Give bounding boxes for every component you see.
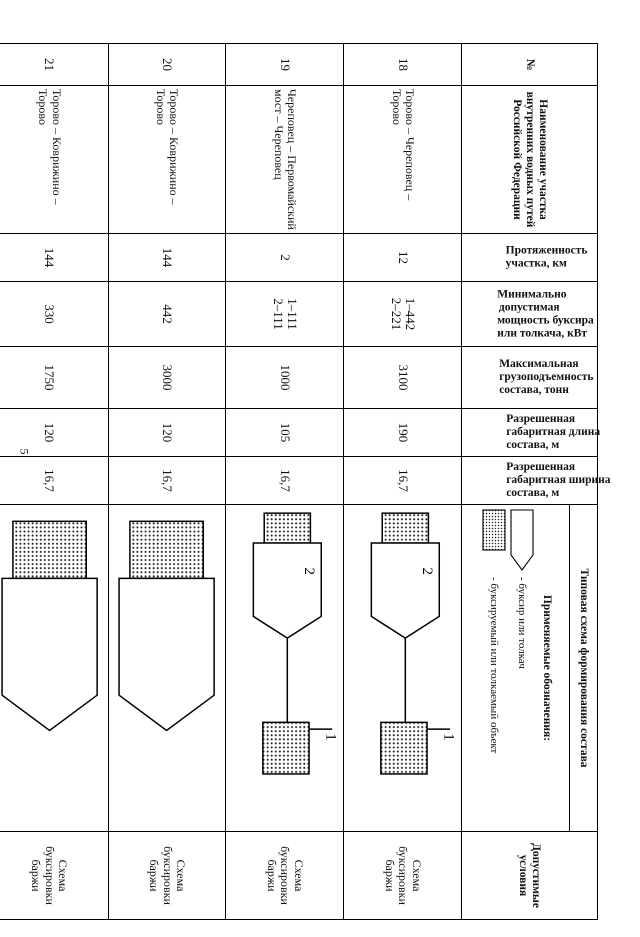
barge-icon (130, 521, 203, 578)
header-section: Наименование участка внутренних водных путей Российской Федерации (462, 86, 598, 234)
cell-load (344, 347, 462, 409)
cell-line: 2–111 (270, 298, 286, 330)
cell-line: 3100 (395, 364, 411, 391)
barge-icon (12, 521, 85, 578)
barge-icon (382, 513, 428, 543)
cell-section: Торово – Коврижино – Торово (0, 86, 108, 234)
table-row (0, 44, 108, 920)
scheme-drawing (109, 505, 226, 831)
header-power (462, 282, 598, 347)
cell-condition: Схема буксировки баржи (0, 832, 108, 920)
cell-num: 19 (226, 44, 344, 86)
cell-section: Торово – Череповец – Торово (344, 86, 462, 234)
header-row-1 (570, 44, 598, 920)
table-row (108, 44, 226, 920)
cell-condition: Схема буксировки баржи (226, 832, 344, 920)
legend-tug-row (510, 509, 534, 827)
cell-dimlen: 190 (344, 409, 462, 457)
cell-condition: Схема буксировки баржи (108, 832, 226, 920)
legend-tug-label: - буксир или толкач (516, 577, 529, 669)
legend-towed-label: - буксируемый или толкаемый объект (488, 577, 501, 754)
scheme-label-1: 1 (440, 733, 457, 741)
towed-object-symbol-icon (482, 509, 506, 571)
cell-line: 442 (160, 304, 176, 324)
header-load (462, 347, 598, 409)
tug-icon (119, 578, 214, 730)
header-scheme: Типовая схема формирования состава (570, 505, 598, 832)
legend (462, 505, 570, 832)
header-length-text: Протяженность участка, км (506, 244, 588, 270)
scheme-label-2: 2 (301, 567, 318, 575)
cell-num: 20 (108, 44, 226, 86)
cell-num: 21 (0, 44, 108, 86)
cell-scheme (226, 505, 344, 832)
scheme-label-1: 1 (322, 733, 339, 741)
rotated-table-container (29, 43, 611, 908)
scheme-drawing (344, 505, 461, 831)
header-dimwid-text: Разрешенная габаритная ширина состава, м (506, 461, 611, 499)
cell-load (108, 347, 226, 409)
cell-length: 12 (344, 234, 462, 282)
barge-icon (381, 722, 427, 774)
cell-length: 144 (108, 234, 226, 282)
cell-line: 1–442 (403, 297, 419, 331)
cell-section: Торово – Коврижино – Торово (108, 86, 226, 234)
cell-dimwid: 16,7 (108, 457, 226, 505)
cell-dimlen: 105 (226, 409, 344, 457)
cell-condition: Схема буксировки баржи (344, 832, 462, 920)
cell-dimwid: 16,7 (0, 457, 108, 505)
cell-dimwid: 16,7 (226, 457, 344, 505)
cell-dimlen: 120 (0, 409, 108, 457)
tug-symbol-icon (510, 509, 534, 571)
cell-power (108, 282, 226, 347)
cell-section: Череповец – Первомайский мост – Череповец (226, 86, 344, 234)
header-conditions: Допустимые условия (462, 832, 598, 920)
barge-icon (264, 513, 310, 543)
table-row (344, 44, 462, 920)
page-number: 5 (17, 448, 32, 455)
header-load-text: Максимальная грузоподъемность состава, тонн (499, 358, 594, 396)
header-num: № (462, 44, 598, 86)
cell-power (0, 282, 108, 347)
header-dimlen (462, 409, 598, 457)
header-length (462, 234, 598, 282)
tug-icon (254, 543, 322, 638)
cell-load (0, 347, 108, 409)
cell-length: 144 (0, 234, 108, 282)
cell-length: 2 (226, 234, 344, 282)
cell-load (226, 347, 344, 409)
cell-line: 3000 (160, 364, 176, 391)
cell-scheme (344, 505, 462, 832)
cell-line: 1–111 (285, 298, 301, 330)
cell-num: 18 (344, 44, 462, 86)
legend-title: Применяемые обозначения: (540, 594, 553, 742)
cell-line: 1000 (278, 364, 294, 391)
barge-icon (263, 722, 309, 774)
scheme-drawing (0, 505, 108, 831)
cell-dimlen: 120 (108, 409, 226, 457)
cell-power (344, 282, 462, 347)
tug-icon (2, 578, 97, 730)
tug-icon (371, 543, 439, 638)
header-power-text: Минимально допустимая мощность буксира или толкача, кВт (497, 288, 595, 339)
cell-dimwid: 16,7 (344, 457, 462, 505)
header-dimwid (462, 457, 611, 505)
scheme-label-2: 2 (418, 567, 435, 575)
header-dimlen-text: Разрешенная габаритная длина состава, м (506, 413, 600, 451)
cell-power (226, 282, 344, 347)
table-row (226, 44, 344, 920)
scheme-drawing (226, 505, 343, 831)
cell-scheme (0, 505, 108, 832)
cell-line: 330 (42, 304, 58, 324)
legend-towed-row (482, 509, 506, 827)
cell-scheme (108, 505, 226, 832)
cell-line: 1750 (42, 364, 58, 391)
cell-line: 2–221 (388, 297, 404, 331)
permit-table (0, 43, 611, 920)
